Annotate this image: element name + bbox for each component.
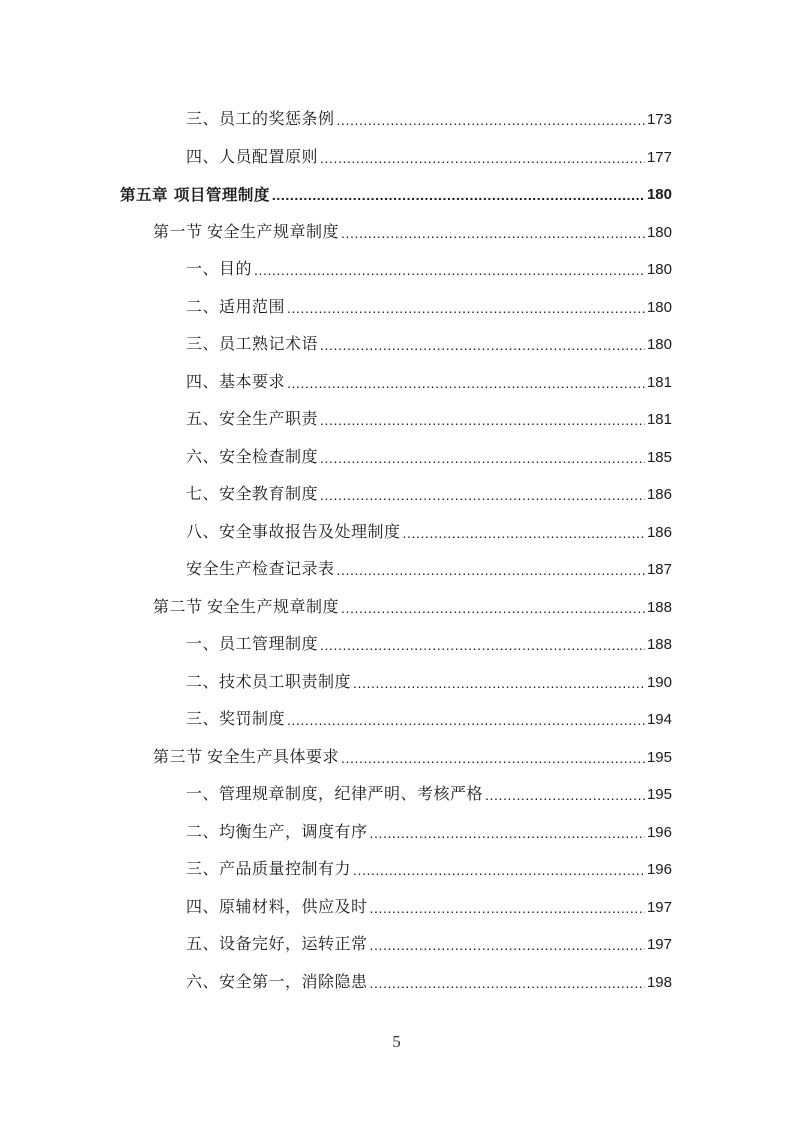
toc-entry-page: 188 [646,636,672,653]
toc-entry[interactable] [186,107,672,133]
toc-entry[interactable] [186,557,672,583]
toc-entry-title: 一、管理规章制度，纪律严明、考核严格 [186,786,484,803]
toc-entry-title: 第一节 安全生产规章制度 [153,223,340,241]
toc-dot-leader [320,145,645,171]
toc-entry-page: 196 [646,861,672,878]
toc-entry-page: 197 [646,898,672,916]
toc-entry-title: 第二节 安全生产规章制度 [153,598,340,616]
toc-entry-title: 第五章 项目管理制度 [120,186,270,204]
toc-entry-page: 190 [646,673,672,691]
toc-entry-title: 三、奖罚制度 [186,711,286,728]
toc-entry-page: 187 [646,561,672,578]
toc-entry-page: 195 [646,748,672,766]
toc-entry-page: 196 [646,823,672,841]
toc-entry-title: 二、技术员工职责制度 [186,673,352,691]
toc-entry[interactable] [186,257,672,283]
toc-entry[interactable] [186,145,672,171]
toc-entry[interactable] [186,932,672,958]
toc-entry[interactable] [186,445,672,471]
toc-entry[interactable] [186,857,672,883]
toc-entry-title: 二、适用范围 [186,298,286,316]
toc-entry-title: 六、安全第一，消除隐患 [186,973,368,991]
toc-entry-title: 七、安全教育制度 [186,486,319,503]
toc-entry-page: 173 [646,111,672,128]
toc-entry-page: 177 [646,148,672,166]
toc-entry-title: 四、基本要求 [186,373,286,391]
toc-entry-page: 186 [646,486,672,503]
toc-dot-leader [370,932,645,958]
toc-dot-leader [287,370,645,396]
toc-entry-title: 六、安全检查制度 [186,448,319,466]
toc-section-entry[interactable] [153,220,672,246]
toc-entry-page: 180 [646,223,672,241]
toc-entry[interactable] [186,782,672,808]
toc-entry-title: 四、原辅材料，供应及时 [186,898,368,916]
toc-dot-leader [320,407,645,433]
toc-dot-leader [370,820,645,846]
toc-entry[interactable] [186,707,672,733]
toc-entry-page: 180 [646,186,672,203]
page-number: 5 [392,1032,401,1051]
toc-dot-leader [370,970,645,996]
toc-dot-leader [287,295,645,321]
toc-entry-title: 二、均衡生产，调度有序 [186,823,368,841]
toc-entry-title: 一、目的 [186,261,253,278]
toc-dot-leader [485,782,645,808]
toc-entry-page: 198 [646,973,672,991]
toc-dot-leader [254,257,645,283]
toc-dot-leader [320,632,645,658]
toc-dot-leader [370,895,645,921]
toc-dot-leader [287,707,645,733]
toc-entry[interactable] [186,520,672,546]
toc-dot-leader [353,670,645,696]
toc-entry[interactable] [186,295,672,321]
toc-entry-page: 185 [646,448,672,466]
toc-entry-title: 三、员工的奖惩条例 [186,111,335,128]
toc-entry-page: 180 [646,298,672,316]
toc-entry[interactable] [186,407,672,433]
toc-entry[interactable] [186,970,672,996]
toc-entry-page: 188 [646,598,672,616]
toc-entry-page: 186 [646,523,672,541]
toc-dot-leader [320,445,645,471]
toc-dot-leader [320,332,645,358]
toc-entry[interactable] [186,895,672,921]
toc-entry-title: 第三节 安全生产具体要求 [153,748,340,766]
toc-entry[interactable] [186,482,672,508]
toc-entry[interactable] [186,370,672,396]
toc-dot-leader [403,520,645,546]
toc-entry-page: 181 [646,411,672,428]
toc-entry-page: 195 [646,786,672,803]
toc-entry-title: 五、安全生产职责 [186,411,319,428]
toc-section-entry[interactable] [153,595,672,621]
toc-entry[interactable] [186,820,672,846]
toc-dot-leader [341,220,645,246]
toc-entry-page: 181 [646,373,672,391]
toc-entry-title: 八、安全事故报告及处理制度 [186,523,401,541]
toc-dot-leader [272,182,645,208]
toc-dot-leader [341,745,645,771]
toc-entry-title: 三、产品质量控制有力 [186,861,352,878]
toc-entry-title: 安全生产检查记录表 [186,561,335,578]
toc-section-entry[interactable] [153,745,672,771]
toc-entry-title: 三、员工熟记术语 [186,336,319,353]
toc-entry-title: 一、员工管理制度 [186,636,319,653]
toc-entry[interactable] [186,670,672,696]
toc-dot-leader [337,557,645,583]
toc-dot-leader [353,857,645,883]
toc-entry[interactable] [186,632,672,658]
toc-entry-page: 194 [646,711,672,728]
toc-entry-title: 四、人员配置原则 [186,148,319,166]
toc-entry-page: 197 [646,936,672,953]
toc-chapter-entry[interactable] [120,182,672,208]
toc-entry-title: 五、设备完好，运转正常 [186,936,368,953]
toc-dot-leader [341,595,645,621]
toc-entry-page: 180 [646,261,672,278]
toc-dot-leader [320,482,645,508]
toc-entry[interactable] [186,332,672,358]
toc-dot-leader [337,107,645,133]
toc-entry-page: 180 [646,336,672,353]
